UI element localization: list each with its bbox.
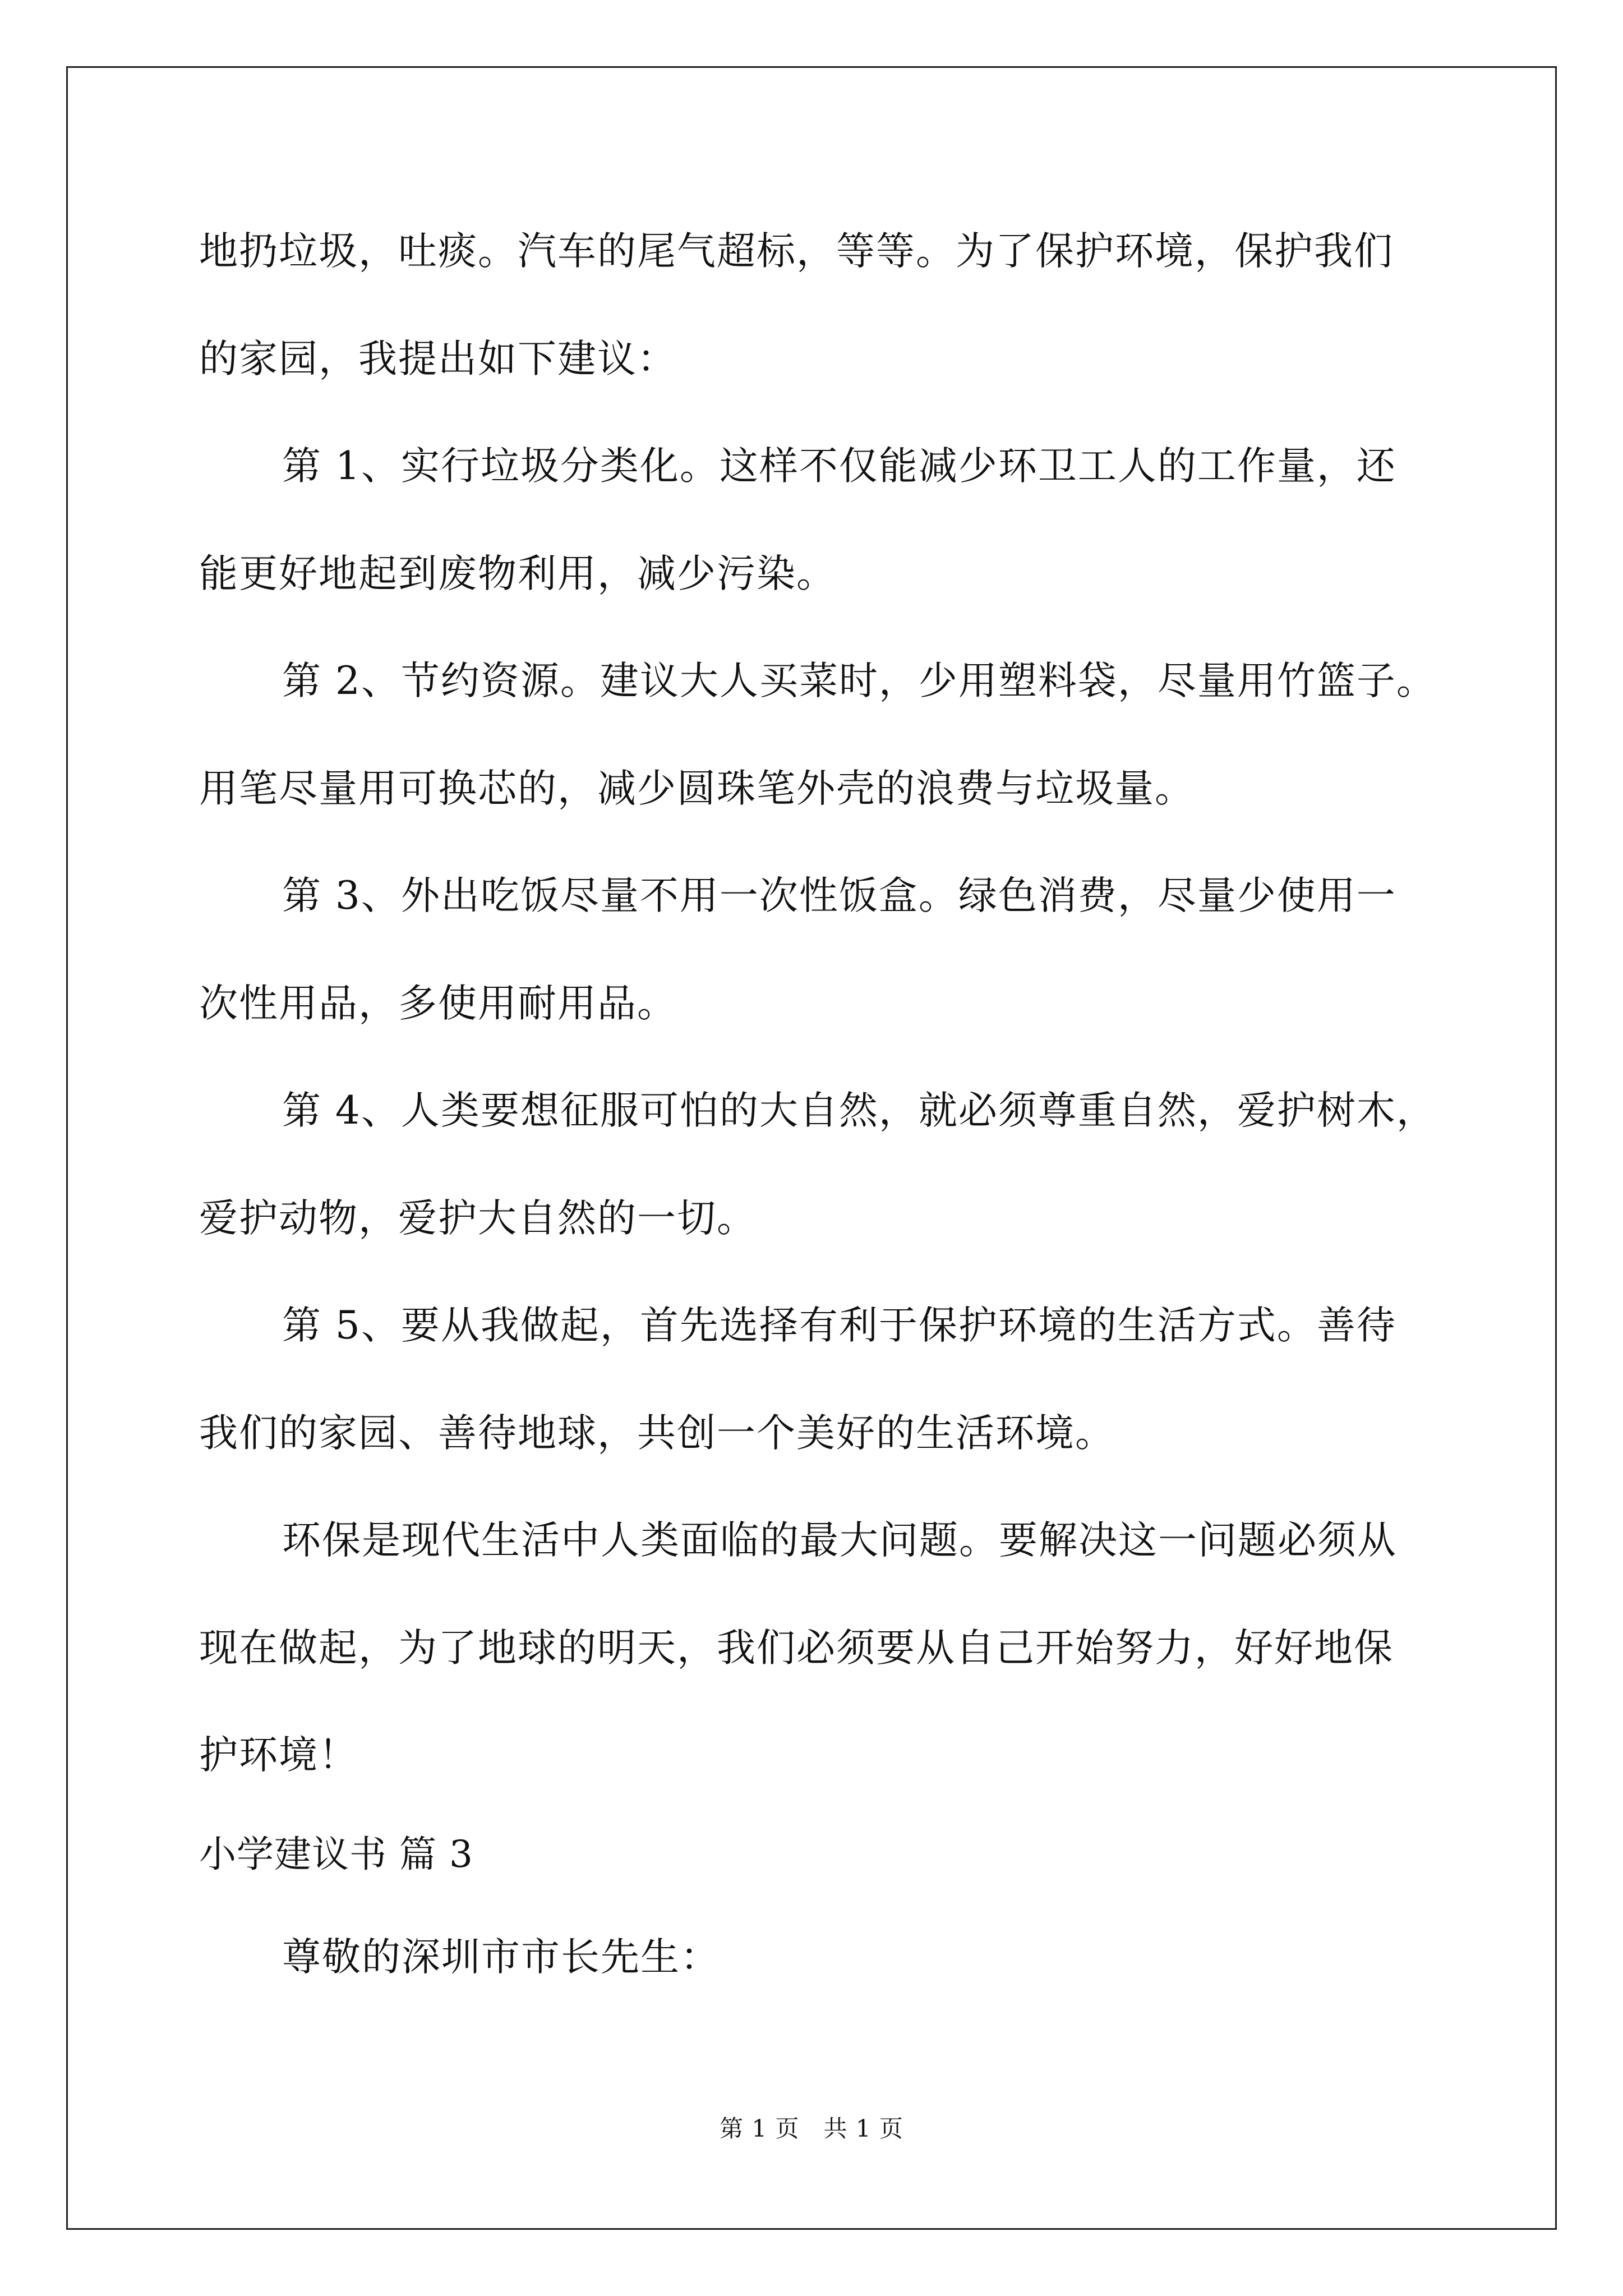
text-line: 的家园，我提出如下建议：	[199, 337, 677, 381]
paragraph-4-line: 第 4、人类要想征服可怕的大自然，就必须尊重自然，爱护树木，	[282, 1088, 1436, 1133]
text-line: 次性用品，多使用耐用品。	[199, 981, 677, 1026]
text-line: 用笔尽量用可换芯的，减少圆珠笔外壳的浪费与垃圾量。	[199, 766, 1195, 811]
salutation: 尊敬的深圳市市长先生：	[282, 1935, 720, 1980]
paragraph-3-line: 第 3、外出吃饭尽量不用一次性饭盒。绿色消费，尽量少使用一	[282, 873, 1396, 918]
paragraph-1-line: 第 1、实行垃圾分类化。这样不仅能减少环卫工人的工作量，还	[282, 444, 1396, 489]
text-line: 我们的家园、善待地球，共创一个美好的生活环境。	[199, 1411, 1115, 1456]
paragraph-2-line: 第 2、节约资源。建议大人买菜时，少用塑料袋，尽量用竹篮子。	[282, 659, 1436, 703]
text-line: 现在做起，为了地球的明天，我们必须要从自己开始努力，好好地保	[199, 1626, 1394, 1671]
text-line: 能更好地起到废物利用，减少污染。	[199, 551, 836, 596]
paragraph-6-line: 环保是现代生活中人类面临的最大问题。要解决这一问题必须从	[282, 1518, 1397, 1563]
text-line: 爱护动物，爱护大自然的一切。	[199, 1196, 757, 1241]
section-heading: 小学建议书 篇 3	[199, 1833, 473, 1876]
text-line: 地扔垃圾，吐痰。汽车的尾气超标，等等。为了保护环境，保护我们	[199, 229, 1394, 274]
text-line: 护环境！	[199, 1733, 358, 1778]
page-border	[66, 66, 1557, 2230]
page-number-footer: 第 1 页 共 1 页	[720, 2115, 903, 2142]
paragraph-5-line: 第 5、要从我做起，首先选择有利于保护环境的生活方式。善待	[282, 1303, 1396, 1348]
